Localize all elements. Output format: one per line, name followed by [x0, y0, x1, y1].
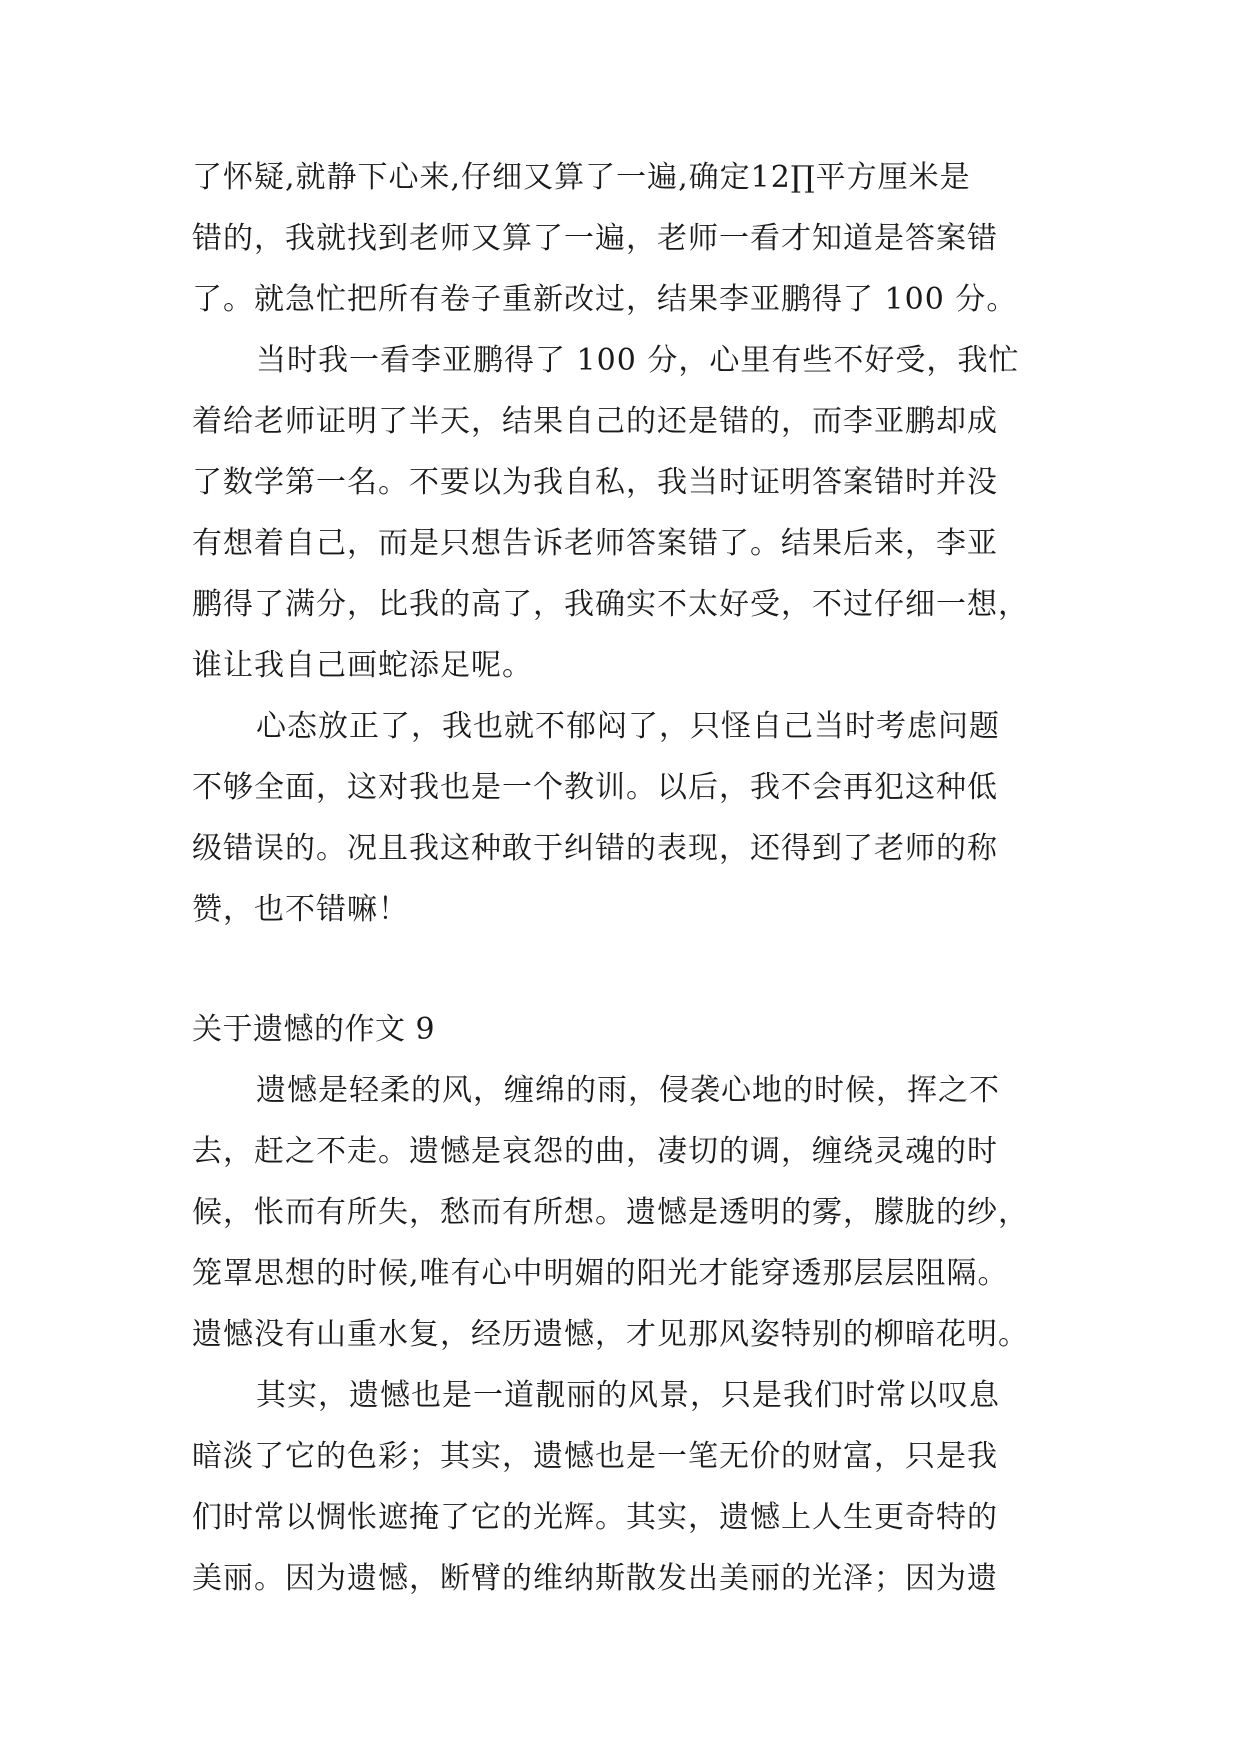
- text-line: 不够全面，这对我也是一个教训。以后，我不会再犯这种低: [192, 770, 998, 805]
- text-line: 美丽。因为遗憾，断臂的维纳斯散发出美丽的光泽；因为遗: [192, 1561, 998, 1596]
- text-line: 有想着自己，而是只想告诉老师答案错了。结果后来，李亚: [192, 526, 998, 561]
- text-line: 鹏得了满分，比我的高了，我确实不太好受，不过仔细一想，: [192, 587, 1029, 622]
- text-line: 级错误的。况且我这种敢于纠错的表现，还得到了老师的称: [192, 831, 998, 866]
- text-line: 暗淡了它的色彩；其实，遗憾也是一笔无价的财富，只是我: [192, 1439, 998, 1474]
- paragraph-first-line: 其实，遗憾也是一道靓丽的风景，只是我们时常以叹息: [256, 1378, 1000, 1413]
- paragraph-first-line: 心态放正了，我也就不郁闷了，只怪自己当时考虑问题: [256, 709, 1000, 744]
- text-line: 谁让我自己画蛇添足呢。: [192, 648, 533, 683]
- text-line: 了怀疑,就静下心来,仔细又算了一遍,确定12∏平方厘米是: [192, 160, 971, 195]
- paragraph-first-line: 当时我一看李亚鹏得了 100 分，心里有些不好受，我忙: [256, 343, 1020, 378]
- text-line: 候，怅而有所失，愁而有所想。遗憾是透明的雾，朦胧的纱，: [192, 1195, 1029, 1230]
- text-line: 去，赶之不走。遗憾是哀怨的曲，凄切的调，缠绕灵魂的时: [192, 1134, 998, 1169]
- text-line: 了数学第一名。不要以为我自私，我当时证明答案错时并没: [192, 465, 998, 500]
- paragraph-first-line: 遗憾是轻柔的风，缠绵的雨，侵袭心地的时候，挥之不: [256, 1073, 1000, 1108]
- text-line: 了。就急忙把所有卷子重新改过，结果李亚鹏得了 100 分。: [192, 282, 1018, 317]
- text-line: 遗憾没有山重水复，经历遗憾，才见那风姿特别的柳暗花明。: [192, 1317, 1029, 1352]
- section-heading: 关于遗憾的作文 9: [192, 1012, 436, 1047]
- text-line: 赞，也不错嘛！: [192, 892, 409, 927]
- text-line: 们时常以惆怅遮掩了它的光辉。其实，遗憾上人生更奇特的: [192, 1500, 998, 1535]
- text-line: 着给老师证明了半天，结果自己的还是错的，而李亚鹏却成: [192, 404, 998, 439]
- text-line: 笼罩思想的时候,唯有心中明媚的阳光才能穿透那层层阻隔。: [192, 1256, 1009, 1291]
- text-line: 错的，我就找到老师又算了一遍，老师一看才知道是答案错: [192, 221, 998, 256]
